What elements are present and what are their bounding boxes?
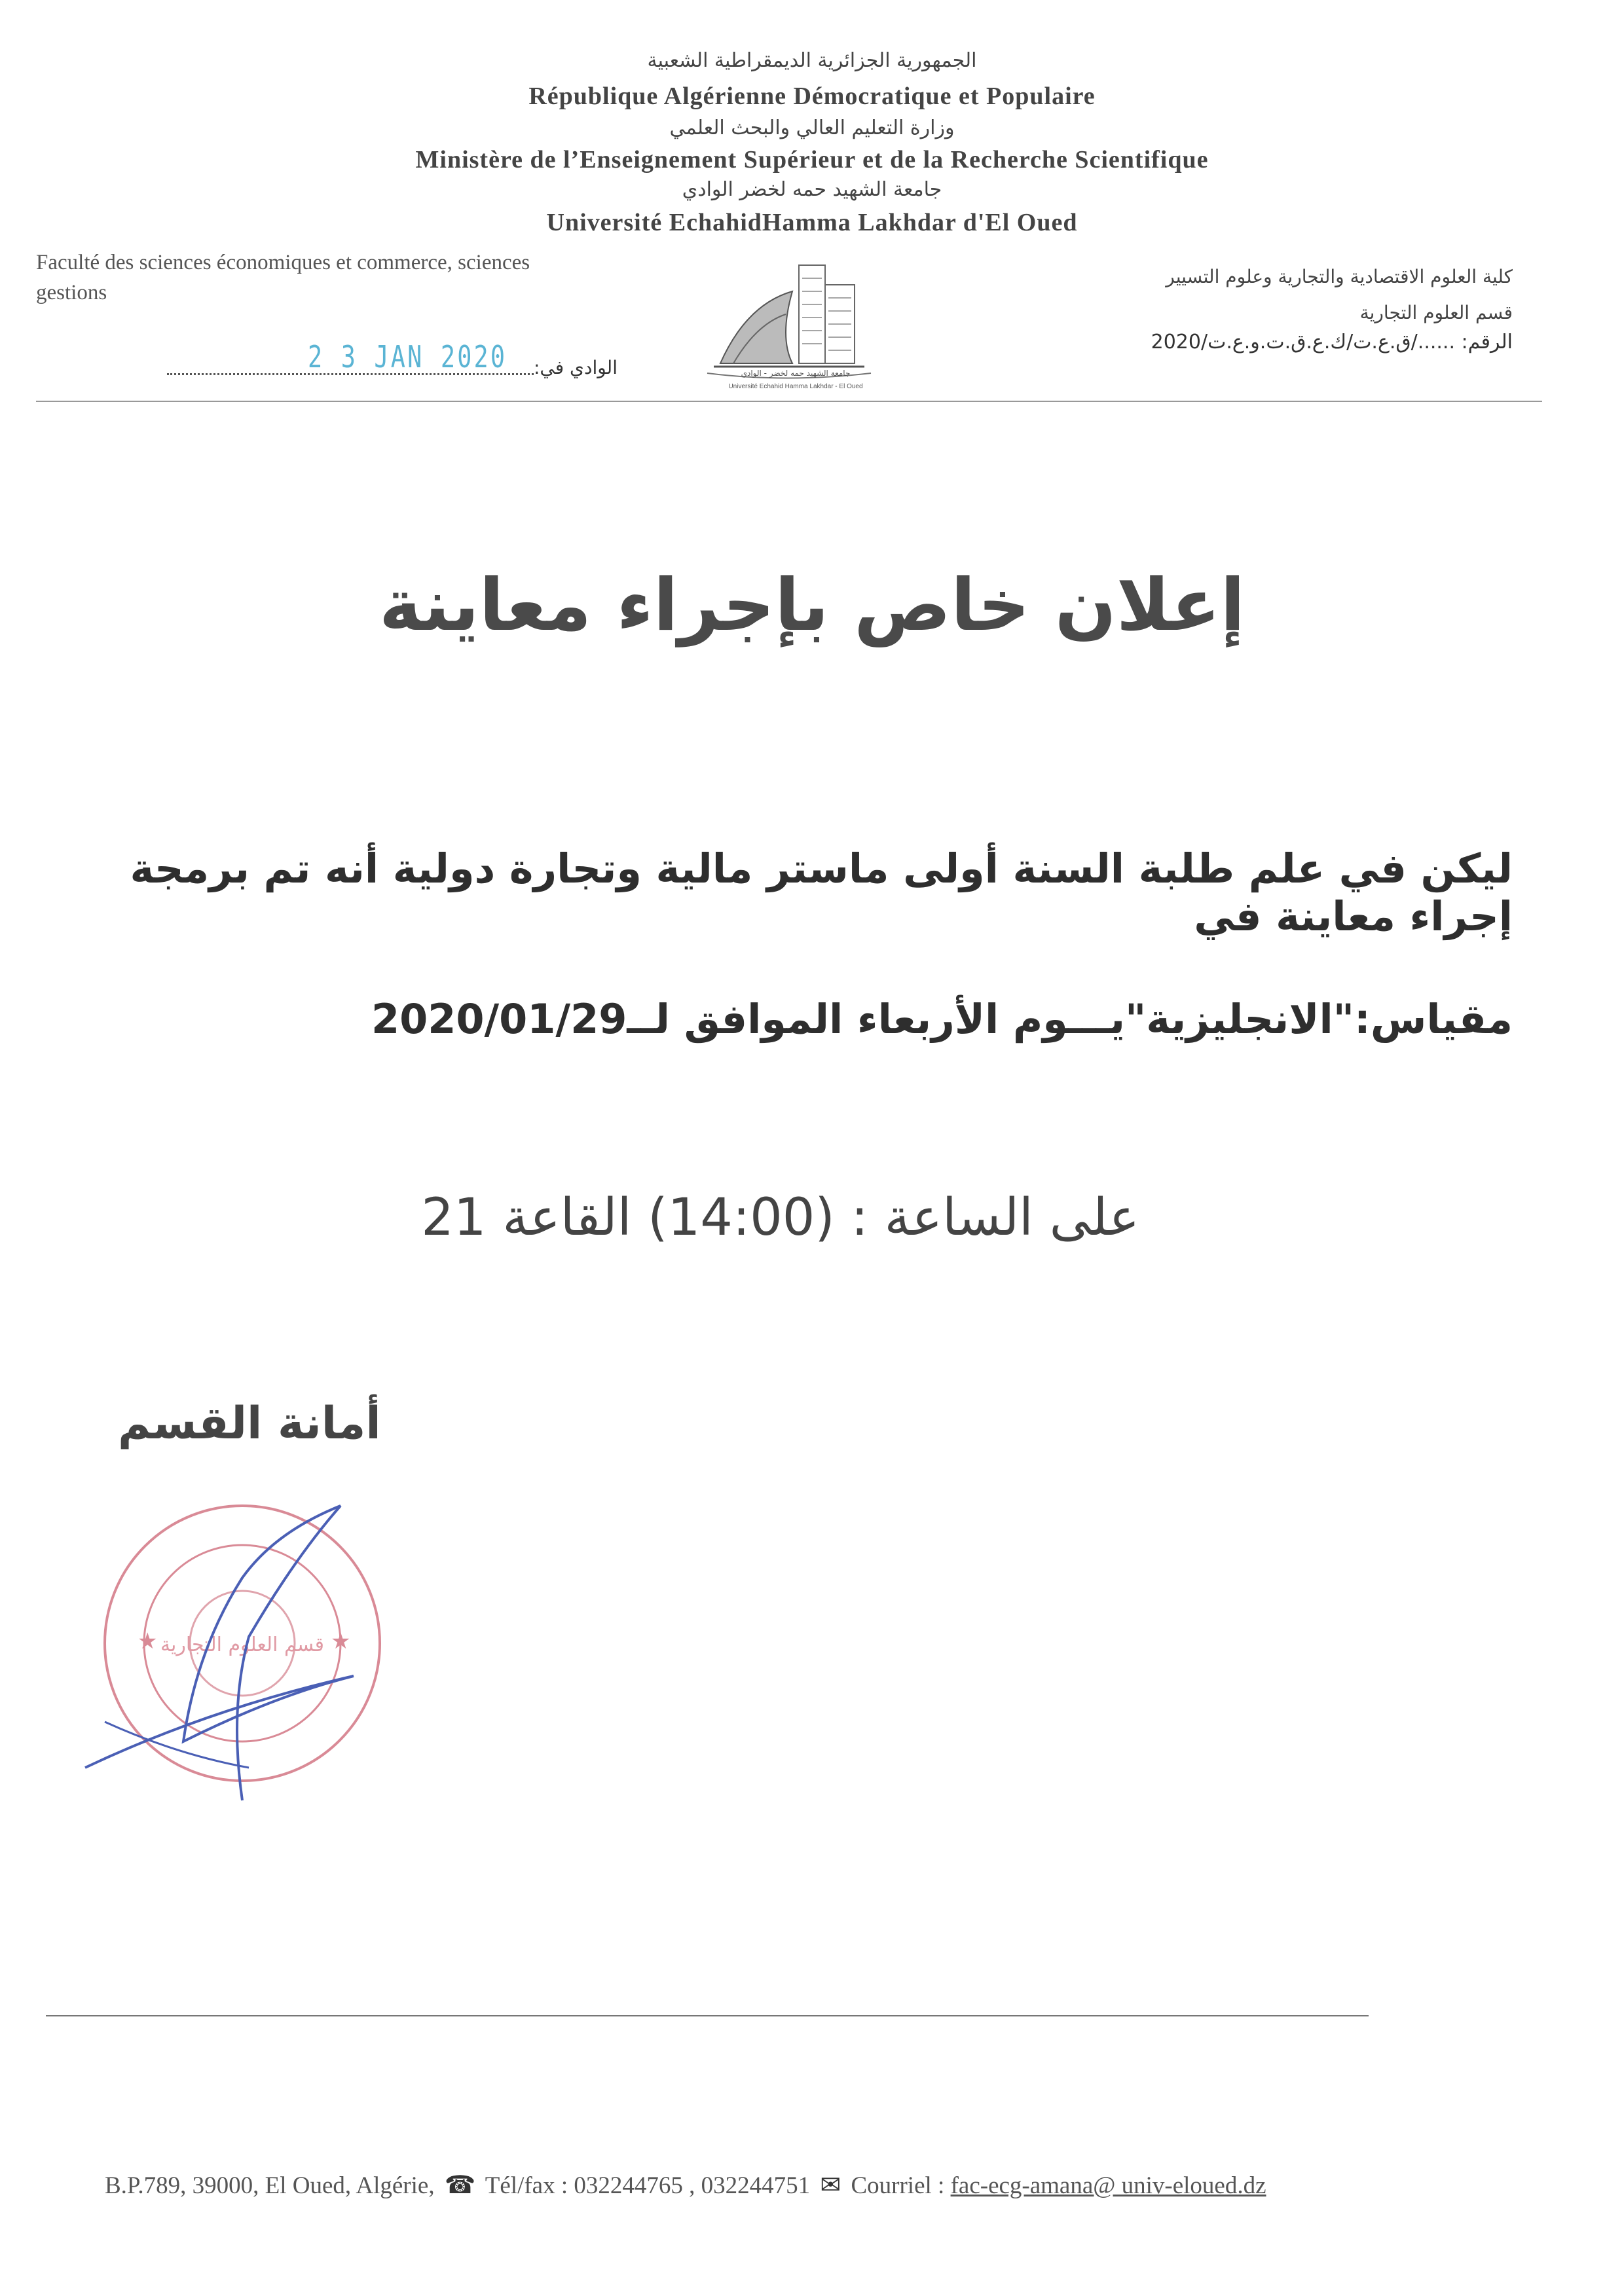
date-stamp: 2 3 JAN 2020 [308, 339, 507, 374]
footer-address: B.P.789, 39000, El Oued, Algérie, [105, 2172, 435, 2199]
faculty-fr [36, 247, 652, 308]
seal-stamp-icon [79, 1493, 419, 1807]
footer [105, 2170, 1266, 2200]
notice-line-2: مقياس:"الانجليزية"يـــوم الأربعاء الموافق لــ2020/01/29 [371, 995, 1513, 1043]
notice-line-1: ليكن في علم طلبة السنة أولى ماستر مالية وتجارة دولية أنه تم برمجة إجراء معاينة في [130, 845, 1513, 940]
ministry-fr: Ministère de l’Enseignement Supérieur et de la Recherche Scientifique [415, 146, 1209, 173]
reference-number: الرقم: ....../ق.ع.ت/ك.ع.ق.ت.و.ع.ت/2020 [1151, 331, 1513, 354]
logo-caption-ar: جامعة الشهيد حمه لخضر - الوادي [741, 369, 851, 378]
seal-center-text: قسم العلوم التجارية [160, 1633, 325, 1656]
footer-email-link[interactable]: fac-ecg-amana@ univ-eloued.dz [950, 2172, 1266, 2199]
republic-fr: République Algérienne Démocratique et Populaire [528, 82, 1096, 110]
footer-divider [46, 2015, 1369, 2016]
signature-label: أمانة القسم [118, 1398, 381, 1449]
footer-telfax: Tél/fax : 032244765 , 032244751 [485, 2172, 811, 2199]
notice-title: إعلان خاص بإجراء معاينة [378, 563, 1246, 647]
phone-icon: ☎ [444, 2172, 476, 2199]
faculty-ar-name: كلية العلوم الاقتصادية والتجارية وعلوم التسيير [1166, 266, 1513, 287]
university-ar: جامعة الشهيد حمه لخضر الوادي [682, 178, 942, 201]
notice-line-3: على الساعة : (14:00) القاعة 21 [421, 1188, 1139, 1247]
official-seal [79, 1493, 419, 1807]
university-logo [694, 252, 891, 403]
date-label: الوادي في: [534, 357, 618, 378]
ministry-ar: وزارة التعليم العالي والبحث العلمي [669, 117, 955, 139]
department-ar-name: قسم العلوم التجارية [1359, 302, 1513, 323]
svg-text:★: ★ [331, 1628, 351, 1654]
faculty-fr-line2: gestions [36, 281, 107, 304]
university-fr: Université EchahidHamma Lakhdar d'El Oued [546, 209, 1078, 236]
republic-ar: الجمهورية الجزائرية الديمقراطية الشعبية [647, 49, 977, 72]
logo-caption-fr: Université Echahid Hamma Lakhdar - El Oued [728, 383, 863, 390]
mail-icon: ✉ [820, 2172, 841, 2199]
footer-courriel-label: Courriel : [851, 2172, 945, 2199]
svg-text:★: ★ [138, 1628, 158, 1654]
logo-building-icon [694, 252, 891, 403]
header-divider [36, 401, 1542, 402]
faculty-ar [1054, 259, 1513, 331]
faculty-fr-line1: Faculté des sciences économiques et commerce, sciences [36, 251, 530, 274]
